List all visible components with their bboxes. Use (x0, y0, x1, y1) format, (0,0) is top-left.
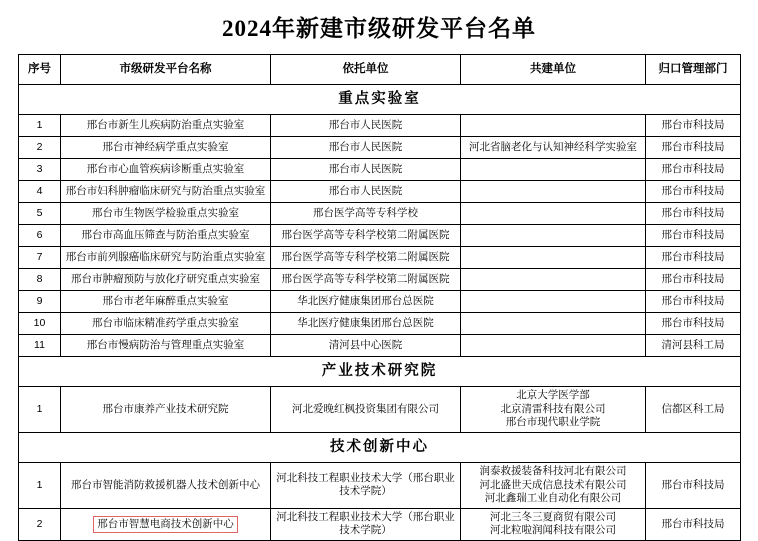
table-section-header (19, 357, 741, 387)
cell-host: 邢台医学高等专科学校第二附属医院 (271, 225, 461, 247)
table-row (19, 508, 741, 540)
cell-partner (461, 291, 646, 313)
cell-no: 1 (19, 115, 61, 137)
cell-partner (461, 181, 646, 203)
cell-no: 2 (19, 137, 61, 159)
cell-no: 8 (19, 269, 61, 291)
table-row (19, 115, 741, 137)
cell-partner (461, 225, 646, 247)
cell-dept: 邢台市科技局 (646, 462, 741, 508)
cell-host: 邢台市人民医院 (271, 181, 461, 203)
cell-dept: 邢台市科技局 (646, 203, 741, 225)
cell-dept: 邢台市科技局 (646, 247, 741, 269)
cell-dept: 信都区科工局 (646, 387, 741, 433)
cell-dept: 邢台市科技局 (646, 269, 741, 291)
cell-platform: 邢台市康养产业技术研究院 (61, 387, 271, 433)
cell-dept: 邢台市科技局 (646, 508, 741, 540)
cell-partner: 河北省脑老化与认知神经科学实验室 (461, 137, 646, 159)
cell-no: 7 (19, 247, 61, 269)
cell-partner: 北京大学医学部 北京清雷科技有限公司 邢台市现代职业学院 (461, 387, 646, 433)
cell-partner (461, 247, 646, 269)
cell-host: 邢台医学高等专科学校 (271, 203, 461, 225)
cell-partner (461, 335, 646, 357)
cell-no: 6 (19, 225, 61, 247)
table-row (19, 313, 741, 335)
cell-dept: 清河县科工局 (646, 335, 741, 357)
cell-platform (61, 508, 271, 540)
cell-dept: 邢台市科技局 (646, 291, 741, 313)
cell-partner: 润泰救援装备科技河北有限公司 河北盛世天成信息技术有限公司 河北鑫瑞工业自动化有限公司 (461, 462, 646, 508)
cell-partner (461, 203, 646, 225)
table-header-row (19, 55, 741, 85)
table-row (19, 225, 741, 247)
column-header-no: 序号 (19, 55, 61, 85)
highlighted-platform-name: 邢台市智慧电商技术创新中心 (93, 516, 238, 533)
cell-no: 11 (19, 335, 61, 357)
cell-platform: 邢台市前列腺癌临床研究与防治重点实验室 (61, 247, 271, 269)
table-row (19, 462, 741, 508)
column-header-dept: 归口管理部门 (646, 55, 741, 85)
table-section-header (19, 85, 741, 115)
table-row (19, 335, 741, 357)
cell-dept: 邢台市科技局 (646, 225, 741, 247)
cell-platform: 邢台市智能消防救援机器人技术创新中心 (61, 462, 271, 508)
table-section-header (19, 432, 741, 462)
table-row (19, 269, 741, 291)
cell-platform: 邢台市老年麻醉重点实验室 (61, 291, 271, 313)
cell-platform: 邢台市神经病学重点实验室 (61, 137, 271, 159)
cell-dept: 邢台市科技局 (646, 313, 741, 335)
cell-no: 4 (19, 181, 61, 203)
cell-host: 河北科技工程职业技术大学（邢台职业技术学院） (271, 462, 461, 508)
cell-platform: 邢台市肿瘤预防与放化疗研究重点实验室 (61, 269, 271, 291)
cell-no: 10 (19, 313, 61, 335)
cell-platform: 邢台市妇科肿瘤临床研究与防治重点实验室 (61, 181, 271, 203)
cell-host: 华北医疗健康集团邢台总医院 (271, 291, 461, 313)
cell-no: 1 (19, 462, 61, 508)
table-section-label: 重点实验室 (19, 85, 741, 115)
platforms-table (18, 54, 741, 541)
cell-platform: 邢台市心血管疾病诊断重点实验室 (61, 159, 271, 181)
cell-host: 河北科技工程职业技术大学（邢台职业技术学院） (271, 508, 461, 540)
table-row (19, 291, 741, 313)
cell-no: 2 (19, 508, 61, 540)
cell-dept: 邢台市科技局 (646, 181, 741, 203)
table-row (19, 159, 741, 181)
cell-host: 邢台医学高等专科学校第二附属医院 (271, 247, 461, 269)
table-row (19, 247, 741, 269)
table-row (19, 203, 741, 225)
cell-no: 3 (19, 159, 61, 181)
cell-platform: 邢台市临床精准药学重点实验室 (61, 313, 271, 335)
table-row (19, 181, 741, 203)
cell-partner: 河北三冬三夏商贸有限公司 河北粒啦润闻科技有限公司 (461, 508, 646, 540)
column-header-host: 依托单位 (271, 55, 461, 85)
cell-partner (461, 115, 646, 137)
cell-platform: 邢台市高血压筛查与防治重点实验室 (61, 225, 271, 247)
cell-host: 邢台市人民医院 (271, 137, 461, 159)
cell-host: 邢台市人民医院 (271, 159, 461, 181)
column-header-platform: 市级研发平台名称 (61, 55, 271, 85)
cell-platform: 邢台市生物医学检验重点实验室 (61, 203, 271, 225)
cell-partner (461, 269, 646, 291)
cell-host: 清河县中心医院 (271, 335, 461, 357)
table-header (19, 55, 741, 85)
cell-partner (461, 313, 646, 335)
table-section-label: 产业技术研究院 (19, 357, 741, 387)
table-section-label: 技术创新中心 (19, 432, 741, 462)
cell-partner (461, 159, 646, 181)
cell-dept: 邢台市科技局 (646, 115, 741, 137)
page-title: 2024年新建市级研发平台名单 (222, 16, 536, 41)
column-header-partner: 共建单位 (461, 55, 646, 85)
cell-no: 5 (19, 203, 61, 225)
cell-host: 邢台医学高等专科学校第二附属医院 (271, 269, 461, 291)
cell-no: 9 (19, 291, 61, 313)
cell-platform: 邢台市新生儿疾病防治重点实验室 (61, 115, 271, 137)
cell-host: 河北爱晚红枫投资集团有限公司 (271, 387, 461, 433)
cell-host: 邢台市人民医院 (271, 115, 461, 137)
table-row (19, 387, 741, 433)
cell-host: 华北医疗健康集团邢台总医院 (271, 313, 461, 335)
cell-no: 1 (19, 387, 61, 433)
cell-platform: 邢台市慢病防治与管理重点实验室 (61, 335, 271, 357)
table-body (19, 85, 741, 541)
table-row (19, 137, 741, 159)
cell-dept: 邢台市科技局 (646, 159, 741, 181)
cell-dept: 邢台市科技局 (646, 137, 741, 159)
